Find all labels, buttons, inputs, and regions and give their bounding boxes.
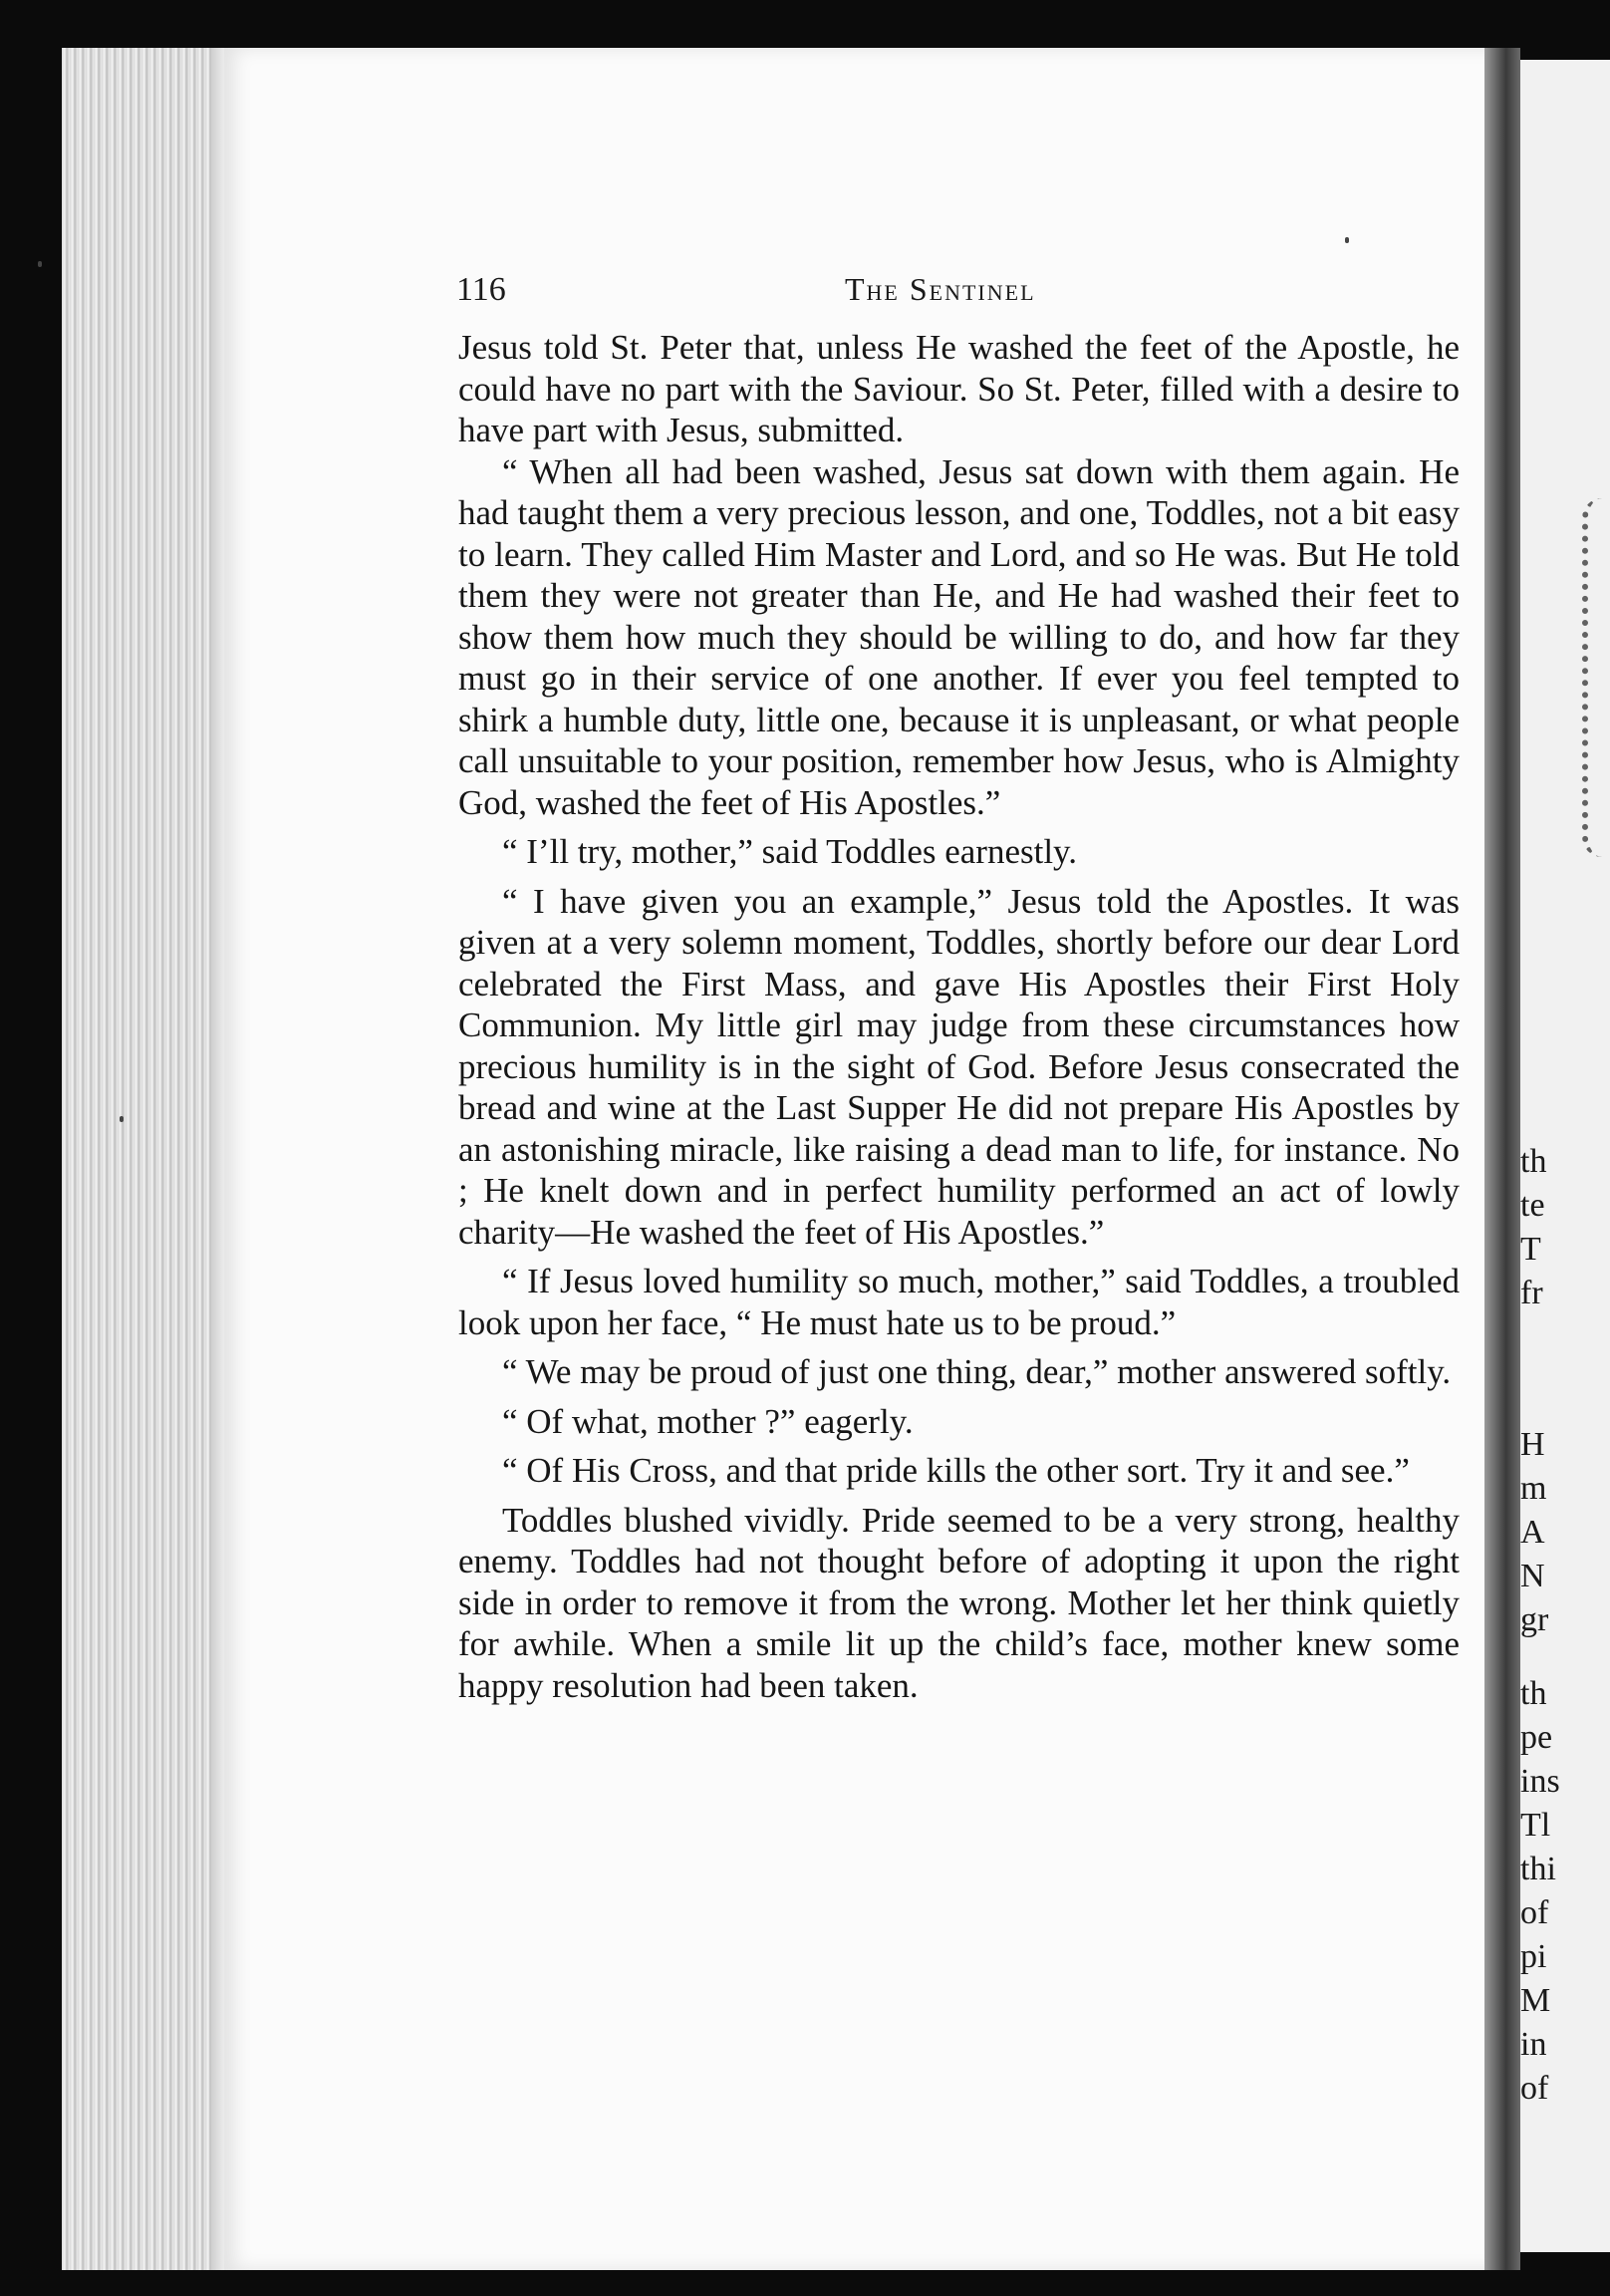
facing-fragment: of xyxy=(1520,2070,1549,2107)
facing-fragment: N xyxy=(1520,1558,1545,1594)
facing-fragment: m xyxy=(1520,1470,1547,1507)
facing-fragment: T xyxy=(1520,1231,1541,1268)
paragraph: Jesus told St. Peter that, unless He washed the feet of the Apostle, he could have no part with the Saviour. So St. Peter, filled with a desire to have part with Jesus, submitted. xyxy=(458,328,1460,449)
facing-fragment: of xyxy=(1520,1894,1549,1931)
book-page-edges xyxy=(62,48,231,2270)
paragraph: “ I’ll try, mother,” said Toddles earnestly. xyxy=(502,832,1078,871)
facing-fragment: pe xyxy=(1520,1719,1553,1756)
running-title: The Sentinel xyxy=(845,271,1036,307)
facing-fragment: fr xyxy=(1520,1275,1543,1311)
paragraph: “ Of His Cross, and that pride kills the other sort. Try it and see.” xyxy=(502,1451,1410,1490)
facing-fragment: in xyxy=(1520,2026,1547,2063)
facing-fragment: H xyxy=(1520,1426,1545,1463)
facing-fragment: th xyxy=(1520,1675,1547,1712)
facing-fragment: thi xyxy=(1520,1851,1556,1887)
paragraph: “ We may be proud of just one thing, dear,” mother answered softly. xyxy=(502,1352,1452,1391)
paragraph: “ When all had been washed, Jesus sat down with them again. He had taught them a very precious lesson, and one, Toddles, not a bit easy to learn. They called Him Master and Lord, and so He was. But He told them they were not greater than He, and He had washed their feet to show them how much they should be willing to do, and how far they must go in their service of one another. If ever you feel tempted to shirk a humble duty, little one, because it is unpleasant, or what people call unsuitable to your position, remember how Jesus, who is Almighty God, washed the feet of His Apostles.” xyxy=(458,451,1460,822)
facing-fragment: th xyxy=(1520,1143,1547,1180)
facing-page xyxy=(1520,60,1610,2252)
paragraph: “ I have given you an example,” Jesus told the Apostles. It was given at a very solemn moment, Toddles, shortly before our dear Lord celebrated the First Mass, and gave His Apostles their First Holy Communion. My little girl may judge from these circumstances how precious humility is in the sight of God. Before Jesus consecrated the bread and wine at the Last Supper He did not prepare His Apostles by an astonishing miracle, like raising a dead man to life, for instance. No ; He knelt down and in perfect humility performed an act of lowly charity—He washed the feet of His Apostles.” xyxy=(458,881,1460,1252)
page-number: 116 xyxy=(456,271,506,308)
paragraph: “ Of what, mother ?” eagerly. xyxy=(502,1401,914,1441)
book-gutter xyxy=(1484,48,1520,2270)
facing-fragment: M xyxy=(1520,1982,1551,2019)
facing-fragment: A xyxy=(1520,1514,1545,1551)
running-head xyxy=(456,271,1453,315)
facing-fragment: ins xyxy=(1520,1763,1560,1800)
facing-fragment: Tl xyxy=(1520,1807,1551,1844)
body-text xyxy=(458,327,1460,1706)
ornament-icon xyxy=(1582,498,1610,857)
paragraph: “ If Jesus loved humility so much, mother,” said Toddles, a troubled look upon her face, “ He must hate us to be proud.” xyxy=(458,1262,1460,1342)
scan-speck xyxy=(120,1116,124,1122)
facing-fragment: gr xyxy=(1520,1601,1549,1638)
scan-speck xyxy=(1345,237,1349,243)
paragraph: Toddles blushed vividly. Pride seemed to be a very strong, healthy enemy. Toddles had not thought before of adopting it upon the right side in order to remove it from the wrong. Mother let her think quietly for awhile. When a smile lit up the child’s face, mother knew some happy resolution had been taken. xyxy=(458,1500,1460,1705)
facing-fragment: pi xyxy=(1520,1938,1547,1975)
facing-fragment: te xyxy=(1520,1187,1545,1224)
scan-speck xyxy=(38,261,42,267)
